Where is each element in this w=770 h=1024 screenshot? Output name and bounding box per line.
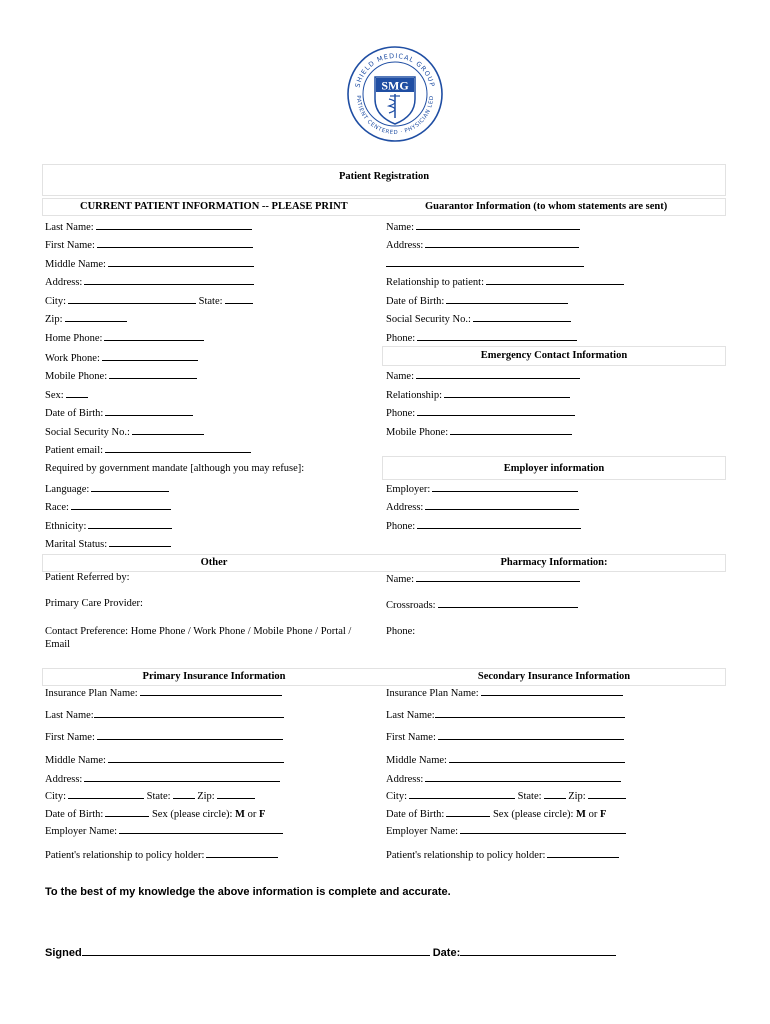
logo-abbrev: SMG [381,78,409,93]
label: Race: [45,502,69,513]
label: State: [198,296,223,307]
blank[interactable] [96,219,252,230]
blank[interactable] [84,274,254,285]
label: Relationship to patient: [386,277,484,288]
label: Insurance Plan Name: [386,688,479,699]
label: Address: [45,774,83,785]
smg-logo [345,44,445,144]
blank[interactable] [66,387,88,398]
label: Marital Status: [45,539,108,550]
label: First Name: [45,240,95,251]
blank[interactable] [105,442,251,453]
blank[interactable] [102,350,198,361]
pharmacy-name[interactable] [386,571,580,586]
blank[interactable] [225,293,253,304]
primary-last[interactable] [45,707,284,722]
label: Middle Name: [386,755,447,766]
left-section-header: CURRENT PATIENT INFORMATION -- PLEASE PRINT [80,201,348,212]
patient-dob[interactable] [45,405,193,420]
blank[interactable] [438,729,624,740]
patient-ssn[interactable] [45,424,204,439]
label: City: [386,791,408,802]
label: Work Phone: [45,353,100,364]
blank[interactable] [544,788,566,799]
blank[interactable] [416,368,580,379]
secondary-plan[interactable] [386,685,623,700]
blank[interactable] [417,330,577,341]
blank[interactable] [438,597,578,608]
label: Language: [45,484,90,495]
label: Signed [45,947,82,959]
label: Phone: [386,521,416,532]
blank[interactable] [409,788,515,799]
emergency-phone[interactable] [386,405,575,420]
label: or [588,809,598,820]
guarantor-dob[interactable] [386,293,568,308]
patient-sex[interactable] [45,387,88,402]
label: Sex: [45,390,64,401]
label: Last Name: [386,710,435,721]
blank[interactable] [588,788,626,799]
secondary-last[interactable] [386,707,625,722]
other-header: Other [200,557,228,568]
primary-city-state-zip[interactable] [45,788,255,803]
pharmacy-phone: Phone: [386,626,416,637]
patient-home-phone[interactable] [45,330,204,345]
blank[interactable] [132,424,204,435]
logo-ring-bottom: PATIENT CENTERED · PHYSICIAN LED [354,95,436,137]
blank[interactable] [68,293,196,304]
label: Mobile Phone: [45,371,108,382]
secondary-relationship[interactable] [386,847,619,862]
label: State: [517,791,542,802]
label: Name: [386,371,414,382]
signature-line[interactable] [45,944,616,959]
label: Ethnicity: [45,521,87,532]
label: Last Name: [45,222,94,233]
blank[interactable] [416,571,580,582]
mandate-note: Required by government mandate [although you may refuse]: [45,463,305,474]
label: Patient's relationship to policy holder: [386,850,546,861]
patient-work-phone[interactable] [45,350,198,365]
blank[interactable] [105,405,193,416]
sex-m-option[interactable]: M [235,809,245,820]
blank[interactable] [173,788,195,799]
label: Crossroads: [386,600,436,611]
label: City: [45,296,67,307]
primary-relationship[interactable] [45,847,278,862]
label: Date of Birth: [386,809,445,820]
label: Zip: [197,791,215,802]
label: Date of Birth: [45,809,104,820]
guarantor-name[interactable] [386,219,580,234]
emergency-name[interactable] [386,368,580,383]
emergency-header: Emergency Contact Information [480,350,628,361]
label: Address: [45,277,83,288]
secondary-first[interactable] [386,729,624,744]
primary-employer[interactable] [45,823,283,838]
guarantor-phone[interactable] [386,330,577,345]
blank[interactable] [91,481,169,492]
blank[interactable] [140,685,282,696]
secondary-address[interactable] [386,771,621,786]
patient-ethnicity[interactable] [45,518,172,533]
label: Zip: [568,791,586,802]
contact-preference-email[interactable]: Email [45,639,71,650]
blank[interactable] [425,237,579,248]
label: Patient's relationship to policy holder: [45,850,205,861]
label: Middle Name: [45,755,106,766]
employer-address[interactable] [386,499,579,514]
sex-m-option[interactable]: M [576,809,586,820]
label: Patient email: [45,445,104,456]
pharmacy-header: Pharmacy Information: [500,557,608,568]
blank[interactable] [425,499,579,510]
patient-race[interactable] [45,499,171,514]
patient-last-name[interactable] [45,219,252,234]
blank[interactable] [444,387,570,398]
blank[interactable] [386,256,584,267]
label: Home Phone: [45,333,103,344]
blank[interactable] [417,405,575,416]
blank[interactable] [97,237,253,248]
blank[interactable] [217,788,255,799]
employer-phone[interactable] [386,518,581,533]
label: Insurance Plan Name: [45,688,138,699]
attestation: To the best of my knowledge the above information is complete and accurate. [45,886,451,898]
patient-zip[interactable] [45,311,127,326]
patient-address[interactable] [45,274,254,289]
employer-header: Employer information [503,463,605,474]
label: Zip: [45,314,63,325]
primary-first[interactable] [45,729,283,744]
blank[interactable] [109,368,197,379]
logo-ring-top: SHIELD MEDICAL GROUP [353,51,437,89]
guarantor-ssn[interactable] [386,311,571,326]
guarantor-relationship[interactable] [386,274,624,289]
sex-f-option[interactable]: F [599,809,607,820]
label: or [247,809,257,820]
label: Mobile Phone: [386,427,449,438]
primary-plan[interactable] [45,685,282,700]
label: Employer Name: [386,826,459,837]
label: Date of Birth: [45,408,104,419]
patient-middle-name[interactable] [45,256,254,271]
label: Employer: [386,484,431,495]
label: Phone: [386,408,416,419]
label: Relationship: [386,390,442,401]
secondary-city-state-zip[interactable] [386,788,626,803]
emergency-mobile[interactable] [386,424,572,439]
patient-referred-by: Patient Referred by: [45,572,130,583]
blank[interactable] [68,788,144,799]
blank[interactable] [105,806,149,817]
blank[interactable] [481,685,623,696]
label: Social Security No.: [45,427,130,438]
label: Sex (please circle): [492,809,574,820]
label: Address: [386,502,424,513]
blank[interactable] [547,847,619,858]
pharmacy-crossroads[interactable] [386,597,578,612]
blank[interactable] [435,707,625,718]
blank[interactable] [108,752,284,763]
blank[interactable] [94,707,284,718]
emergency-relationship[interactable] [386,387,570,402]
primary-care-provider: Primary Care Provider: [45,598,143,609]
blank[interactable] [446,806,490,817]
blank[interactable] [97,729,283,740]
blank[interactable] [71,499,171,510]
right-section-header: Guarantor Information (to whom statements are sent) [425,201,668,212]
patient-first-name[interactable] [45,237,253,252]
blank[interactable] [432,481,578,492]
blank[interactable] [104,330,204,341]
secondary-employer[interactable] [386,823,626,838]
blank[interactable] [425,771,621,782]
secondary-insurance-header: Secondary Insurance Information [477,671,631,682]
patient-email[interactable] [45,442,251,457]
primary-middle[interactable] [45,752,284,767]
label: Middle Name: [45,259,106,270]
form-title: Patient Registration [338,171,430,182]
blank[interactable] [417,518,581,529]
label: First Name: [45,732,95,743]
blank[interactable] [84,771,280,782]
label: Phone: [386,333,416,344]
secondary-dob-sex[interactable] [386,806,606,821]
guarantor-address-2[interactable] [386,256,584,271]
blank[interactable] [450,424,572,435]
label: Date: [432,947,461,959]
blank[interactable] [486,274,624,285]
label: Address: [386,774,424,785]
date-blank[interactable] [460,944,616,956]
blank[interactable] [108,256,254,267]
label: Employer Name: [45,826,118,837]
primary-insurance-header: Primary Insurance Information [142,671,286,682]
primary-address[interactable] [45,771,280,786]
label: Address: [386,240,424,251]
guarantor-address[interactable] [386,237,579,252]
label: Name: [386,574,414,585]
blank[interactable] [206,847,278,858]
patient-language[interactable] [45,481,169,496]
blank[interactable] [460,823,626,834]
label: First Name: [386,732,436,743]
contact-preference[interactable]: Contact Preference: Home Phone / Work Phone / Mobile Phone / Portal / [45,626,352,637]
patient-mobile-phone[interactable] [45,368,197,383]
blank[interactable] [88,518,172,529]
label: Date of Birth: [386,296,445,307]
secondary-middle[interactable] [386,752,625,767]
label: Name: [386,222,414,233]
label: City: [45,791,67,802]
logo-seal [345,44,445,144]
blank[interactable] [446,293,568,304]
employer-name[interactable] [386,481,578,496]
sex-f-option[interactable]: F [258,809,266,820]
blank[interactable] [119,823,283,834]
label: Social Security No.: [386,314,471,325]
patient-marital[interactable] [45,536,171,551]
primary-dob-sex[interactable] [45,806,265,821]
blank[interactable] [109,536,171,547]
patient-city-state[interactable] [45,293,253,308]
label: Sex (please circle): [151,809,233,820]
blank[interactable] [449,752,625,763]
blank[interactable] [473,311,571,322]
label: State: [146,791,171,802]
blank[interactable] [416,219,580,230]
signature-blank[interactable] [82,944,430,956]
blank[interactable] [65,311,127,322]
label: Last Name: [45,710,94,721]
